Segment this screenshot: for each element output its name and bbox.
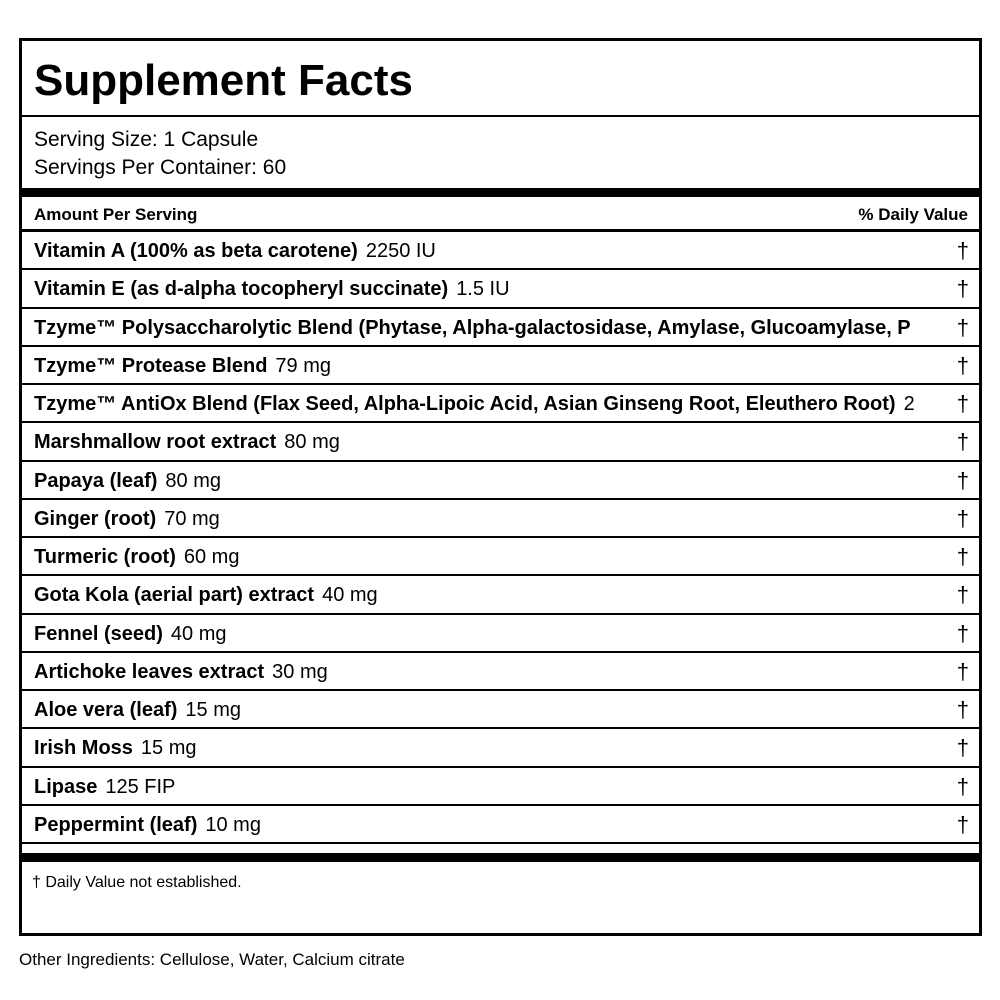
serving-size: Serving Size: 1 Capsule — [34, 128, 259, 151]
nutrient-name: Fennel (seed) — [34, 622, 163, 645]
nutrient-amount: 125 FIP — [105, 775, 176, 798]
nutrient-name: Vitamin E (as d-alpha tocopheryl succinate) — [34, 278, 449, 301]
nutrient-row — [22, 576, 979, 614]
daily-value-dagger: † — [956, 658, 969, 684]
nutrient-text — [34, 660, 328, 684]
nutrient-amount: 15 mg — [140, 737, 197, 760]
daily-value-dagger: † — [956, 697, 969, 722]
nutrient-row — [22, 653, 979, 691]
nutrient-amount: 60 mg — [183, 546, 240, 568]
daily-value-dagger: † — [956, 467, 969, 493]
nutrient-row — [22, 806, 979, 844]
nutrient-text — [34, 775, 175, 799]
nutrient-amount: 80 mg — [284, 431, 340, 454]
nutrient-text — [34, 239, 436, 263]
nutrient-name: Peppermint (leaf) — [34, 813, 198, 836]
daily-value-dagger: † — [956, 314, 969, 340]
nutrient-name: Marshmallow root extract — [34, 431, 277, 454]
daily-value-dagger: † — [956, 391, 969, 416]
nutrient-text — [34, 698, 241, 722]
daily-value-dagger: † — [956, 811, 969, 837]
nutrient-text — [34, 736, 197, 760]
nutrient-row — [22, 691, 979, 729]
daily-value-dagger: † — [956, 238, 969, 263]
nutrient-row — [22, 270, 979, 308]
daily-value-dagger: † — [956, 735, 969, 761]
amount-per-serving-header: Amount Per Serving — [34, 205, 198, 224]
nutrient-text — [34, 622, 227, 646]
footnote: † Daily Value not established. — [32, 874, 242, 891]
nutrient-rows — [22, 232, 979, 844]
supplement-facts-panel — [19, 38, 982, 936]
daily-value-dagger: † — [956, 505, 969, 531]
nutrient-row — [22, 729, 979, 767]
serving-info — [22, 117, 979, 188]
servings-per-container: Servings Per Container: 60 — [34, 156, 287, 179]
nutrient-name: Artichoke leaves extract — [34, 660, 265, 683]
thick-divider-bottom — [22, 853, 979, 862]
nutrient-amount: 2 — [903, 393, 915, 415]
nutrient-text — [34, 392, 915, 416]
nutrient-row — [22, 462, 979, 500]
nutrient-amount: 10 mg — [205, 813, 261, 836]
nutrient-amount: 40 mg — [170, 622, 227, 645]
daily-value-dagger: † — [956, 582, 969, 608]
nutrient-row — [22, 309, 979, 347]
nutrient-amount: 30 mg — [272, 660, 328, 683]
nutrient-row — [22, 232, 979, 270]
daily-value-dagger: † — [956, 352, 969, 378]
nutrient-row — [22, 538, 979, 576]
nutrient-row — [22, 423, 979, 461]
daily-value-dagger: † — [956, 276, 969, 302]
panel-title: Supplement Facts — [34, 56, 413, 105]
nutrient-text — [34, 316, 919, 340]
nutrient-row — [22, 347, 979, 385]
daily-value-dagger: † — [956, 544, 969, 569]
nutrient-name: Gota Kola (aerial part) extract — [34, 584, 315, 607]
nutrient-name: Irish Moss — [34, 737, 133, 760]
daily-value-dagger: † — [956, 773, 969, 799]
nutrient-name: Aloe vera (leaf) — [34, 699, 178, 721]
nutrient-amount: 2250 IU — [365, 240, 436, 262]
nutrient-text — [34, 507, 220, 531]
nutrient-name: Tzyme™ AntiOx Blend (Flax Seed, Alpha-Lipoic Acid, Asian Ginseng Root, Eleuthero Root) — [34, 393, 896, 415]
nutrient-name: Papaya (leaf) — [34, 469, 158, 492]
nutrient-text — [34, 545, 239, 569]
other-ingredients: Other Ingredients: Cellulose, Water, Calcium citrate — [19, 950, 405, 969]
nutrient-amount: 1.5 IU — [456, 278, 510, 301]
nutrient-text — [34, 354, 331, 378]
nutrient-text — [34, 469, 221, 493]
nutrient-row — [22, 385, 979, 423]
thick-divider-top — [22, 188, 979, 197]
nutrient-name: Tzyme™ Polysaccharolytic Blend (Phytase, Alpha-galactosidase, Amylase, Glucoamylase, P — [34, 316, 911, 339]
nutrient-row — [22, 615, 979, 653]
daily-value-dagger: † — [956, 620, 969, 646]
nutrient-row — [22, 768, 979, 806]
nutrient-amount: 15 mg — [185, 699, 241, 721]
nutrient-text — [34, 430, 340, 454]
nutrient-name: Turmeric (root) — [34, 546, 176, 568]
nutrient-amount: 79 mg — [275, 354, 332, 377]
nutrient-name: Vitamin A (100% as beta carotene) — [34, 240, 358, 262]
nutrient-text — [34, 277, 510, 301]
nutrient-name: Ginger (root) — [34, 507, 157, 530]
nutrient-amount: 80 mg — [165, 469, 221, 492]
title-section — [22, 41, 979, 117]
nutrient-row — [22, 500, 979, 538]
nutrient-text — [34, 813, 261, 837]
nutrient-amount: 70 mg — [164, 507, 220, 530]
daily-value-dagger: † — [956, 429, 969, 455]
daily-value-header: % Daily Value — [858, 205, 968, 224]
nutrient-text — [34, 583, 378, 607]
column-header-row — [22, 197, 979, 232]
nutrient-amount: 40 mg — [322, 584, 378, 607]
nutrient-name: Lipase — [34, 775, 98, 798]
nutrient-name: Tzyme™ Protease Blend — [34, 354, 268, 377]
